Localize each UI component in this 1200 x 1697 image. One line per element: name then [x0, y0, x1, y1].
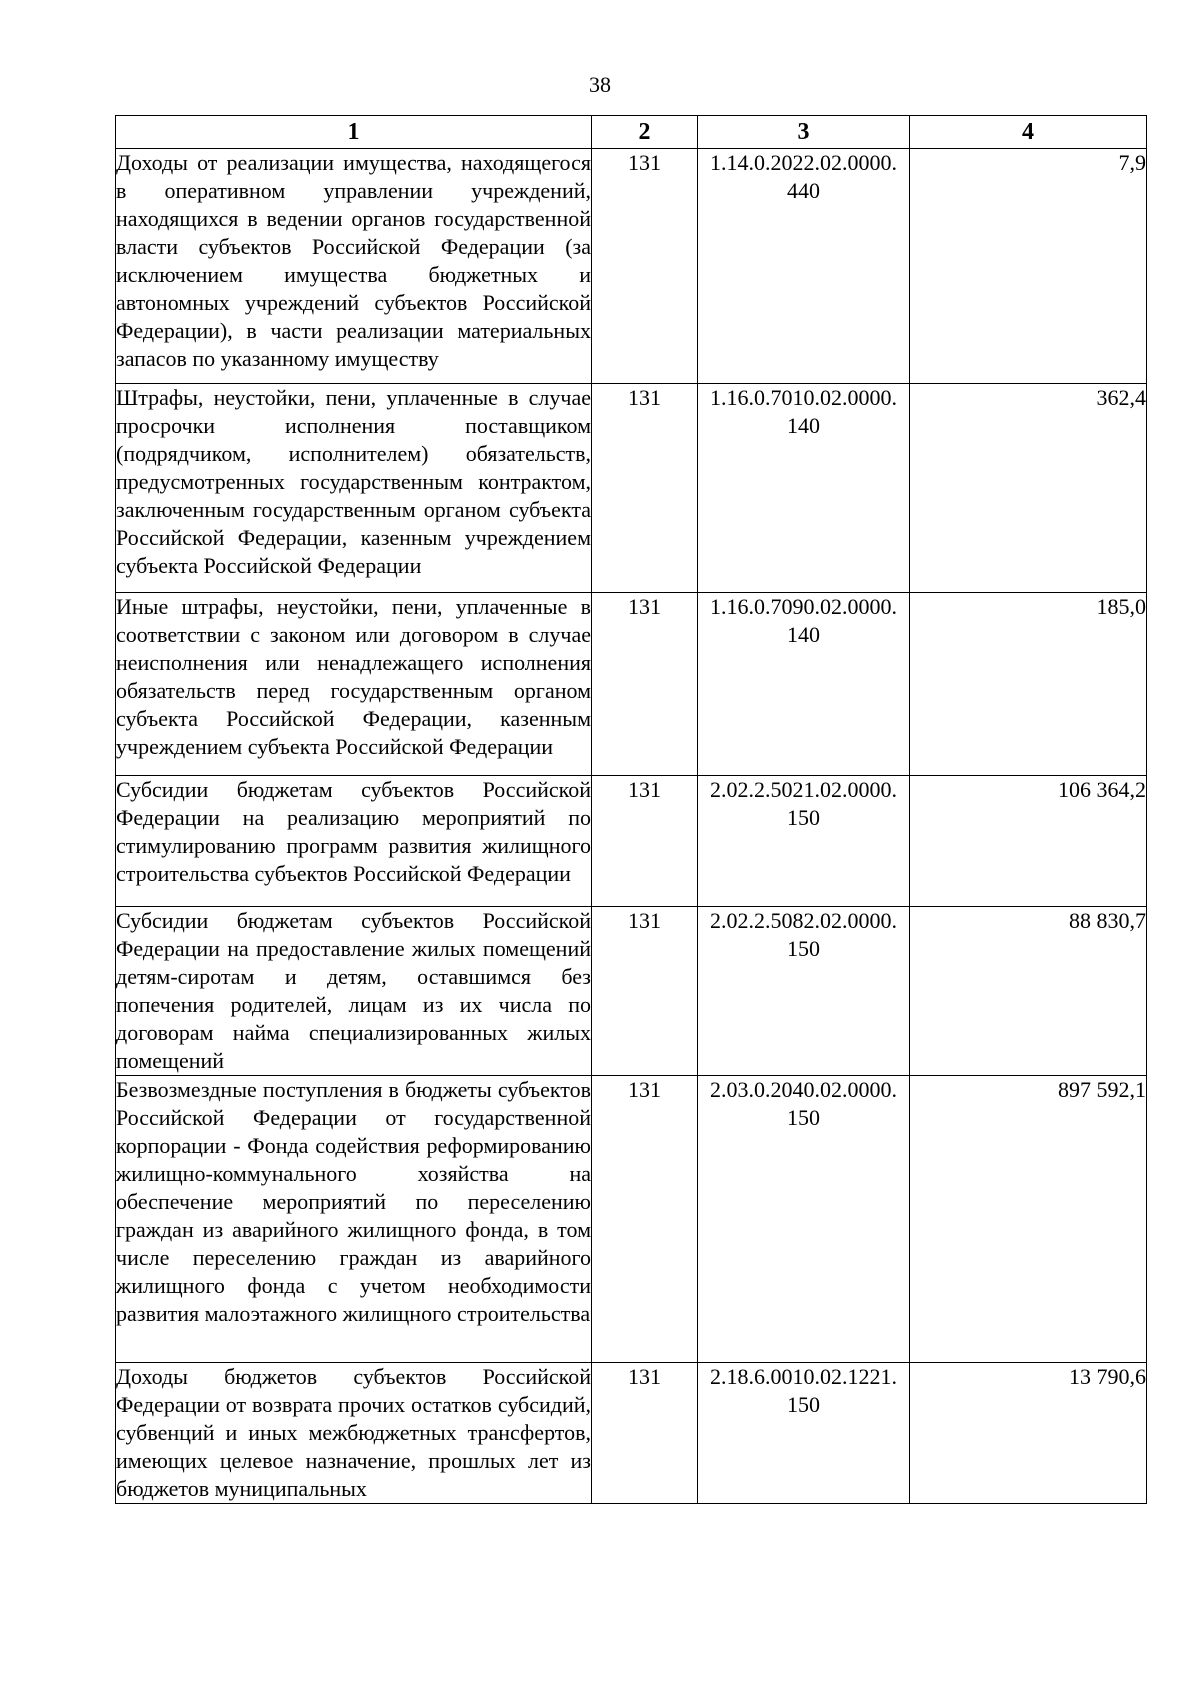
classification-code-line2: 150 — [787, 805, 820, 830]
classification-code — [698, 593, 910, 776]
admin-code: 131 — [592, 907, 698, 1076]
revenue-description: Иные штрафы, неустойки, пени, уплаченные в соответствии с законом или договором в случае неисполнения или ненадлежащего исполнения обязательств перед государственным органом субъекта Российской Федерации, казенным учреждением субъекта Российской Федерации — [116, 593, 592, 776]
table-header-row — [116, 116, 1147, 149]
revenue-description: Субсидии бюджетам субъектов Российской Федерации на предоставление жилых помещений детям-сиротам и детям, оставшимся без попечения родителей, лицам из их числа по договорам найма специализированных жилых помещений — [116, 907, 592, 1076]
table-row — [116, 593, 1147, 776]
column-header-3: 3 — [698, 116, 910, 149]
table-row — [116, 907, 1147, 1076]
admin-code: 131 — [592, 149, 698, 384]
classification-code — [698, 384, 910, 593]
column-header-1: 1 — [116, 116, 592, 149]
amount-value: 13 790,6 — [910, 1363, 1147, 1504]
admin-code: 131 — [592, 1076, 698, 1363]
classification-code — [698, 149, 910, 384]
table-row — [116, 149, 1147, 384]
revenue-description: Субсидии бюджетам субъектов Российской Федерации на реализацию мероприятий по стимулированию программ развития жилищного строительства субъектов Российской Федерации — [116, 776, 592, 907]
amount-value: 362,4 — [910, 384, 1147, 593]
amount-value: 897 592,1 — [910, 1076, 1147, 1363]
classification-code — [698, 907, 910, 1076]
classification-code-line2: 440 — [787, 178, 820, 203]
classification-code-line1: 1.16.0.7010.02.0000. — [710, 385, 897, 410]
classification-code-line1: 2.02.2.5082.02.0000. — [710, 908, 897, 933]
classification-code-line2: 140 — [787, 622, 820, 647]
column-header-4: 4 — [910, 116, 1147, 149]
admin-code: 131 — [592, 776, 698, 907]
classification-code — [698, 776, 910, 907]
classification-code-line1: 2.02.2.5021.02.0000. — [710, 777, 897, 802]
classification-code-line2: 150 — [787, 1392, 820, 1417]
amount-value: 106 364,2 — [910, 776, 1147, 907]
page-number: 38 — [589, 72, 611, 97]
admin-code: 131 — [592, 593, 698, 776]
classification-code-line1: 1.16.0.7090.02.0000. — [710, 594, 897, 619]
classification-code-line1: 1.14.0.2022.02.0000. — [710, 150, 897, 175]
amount-value: 88 830,7 — [910, 907, 1147, 1076]
classification-code-line2: 140 — [787, 413, 820, 438]
classification-code-line2: 150 — [787, 936, 820, 961]
revenue-description: Доходы от реализации имущества, находящегося в оперативном управлении учреждений, находящихся в ведении органов государственной власти субъектов Российской Федерации (за исключением имущества бюджетных и автономных учреждений субъектов Российской Федерации), в части реализации материальных запасов по указанному имуществу — [116, 149, 592, 384]
table-row — [116, 384, 1147, 593]
table-row — [116, 1076, 1147, 1363]
revenue-description: Штрафы, неустойки, пени, уплаченные в случае просрочки исполнения поставщиком (подрядчиком, исполнителем) обязательств, предусмотренных государственным контрактом, заключенным государственным органом субъекта Российской Федерации, казенным учреждением субъекта Российской Федерации — [116, 384, 592, 593]
budget-revenue-table — [115, 115, 1147, 1504]
table-row — [116, 1363, 1147, 1504]
classification-code — [698, 1363, 910, 1504]
revenue-description: Безвозмездные поступления в бюджеты субъектов Российской Федерации от государственной корпорации - Фонда содействия реформированию жилищно-коммунального хозяйства на обеспечение мероприятий по переселению граждан из аварийного жилищного фонда, в том числе переселению граждан из аварийного жилищного фонда с учетом необходимости развития малоэтажного жилищного строительства — [116, 1076, 592, 1363]
classification-code-line2: 150 — [787, 1105, 820, 1130]
classification-code-line1: 2.03.0.2040.02.0000. — [710, 1077, 897, 1102]
amount-value: 185,0 — [910, 593, 1147, 776]
revenue-description: Доходы бюджетов субъектов Российской Федерации от возврата прочих остатков субсидий, субвенций и иных межбюджетных трансфертов, имеющих целевое назначение, прошлых лет из бюджетов муниципальных — [116, 1363, 592, 1504]
admin-code: 131 — [592, 1363, 698, 1504]
classification-code-line1: 2.18.6.0010.02.1221. — [710, 1364, 897, 1389]
table-row — [116, 776, 1147, 907]
amount-value: 7,9 — [910, 149, 1147, 384]
admin-code: 131 — [592, 384, 698, 593]
column-header-2: 2 — [592, 116, 698, 149]
classification-code — [698, 1076, 910, 1363]
